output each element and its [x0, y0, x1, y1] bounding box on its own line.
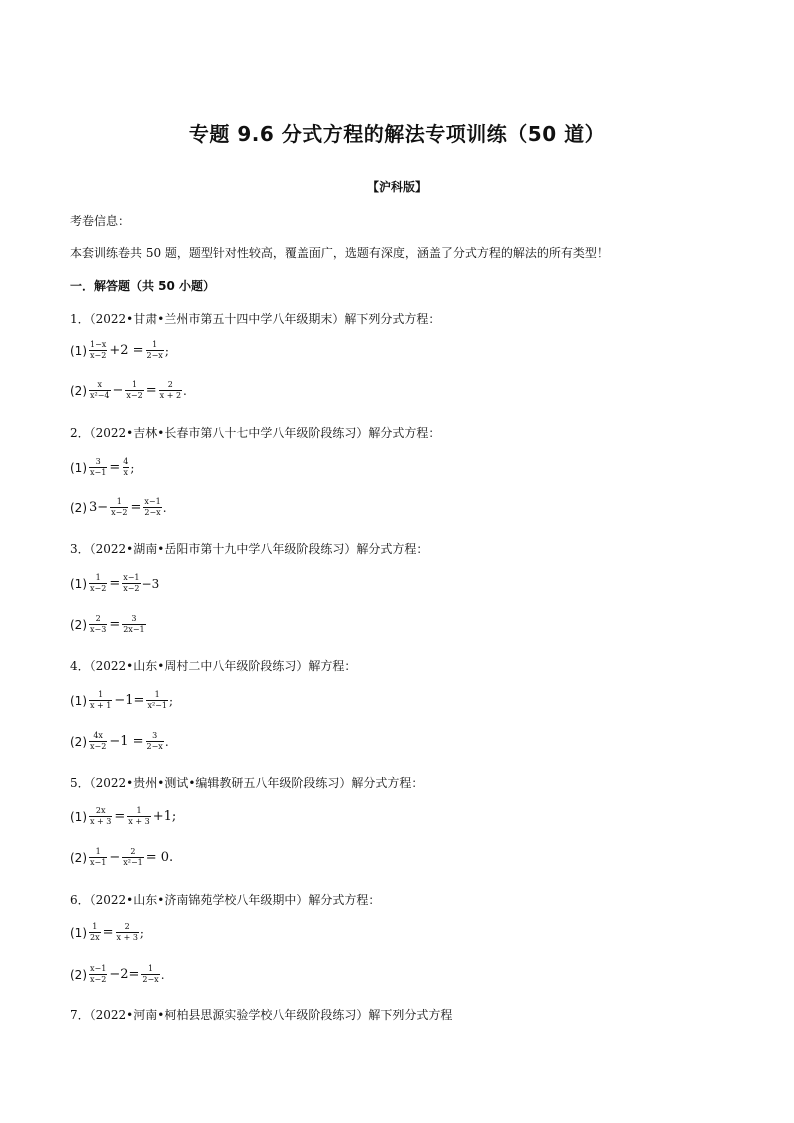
fraction: $\frac{x-1}{x-2}$ — [123, 573, 140, 593]
question-7-header: 7．（2022•河南•柯柏县思源实验学校八年级阶段练习）解下列分式方程 — [70, 1008, 453, 1022]
fraction: $\frac{x-1}{2-x}$ — [144, 497, 161, 517]
question-2-part-2: (2) 3− $\frac{1}{x-2}$ = $\frac{x-1}{2-x}$ . — [70, 497, 167, 517]
question-1-part-1: (1) 1−x x−2 +2 = $\frac{1}{2-x}$ ; — [70, 340, 169, 360]
fraction: $\frac{1}{x-2}$ — [90, 573, 107, 593]
fraction: $\frac{2}{x-3}$ — [90, 614, 107, 634]
question-3-part-1: (1) $\frac{1}{x-2}$ = $\frac{x-1}{x-2}$ −3 — [70, 573, 160, 593]
fraction: 1 x + 1 — [90, 690, 112, 710]
question-1-part-2: (2) x x²−4 − $\frac{1}{x-2}$ = $\frac{2}{x + 2}$ . — [70, 380, 187, 400]
exam-info-text: 本套训练卷共 50 题，题型针对性较高，覆盖面广，选题有深度，涵盖了分式方程的解法的所有类型！ — [70, 246, 609, 260]
question-3-header: 3．（2022•湖南•岳阳市第十九中学八年级阶段练习）解分式方程： — [70, 542, 429, 556]
fraction: 1−x x−2 — [90, 340, 107, 360]
question-5-part-1: (1) $\frac{2x}{x + 3}$ = $\frac{1}{x + 3}$ +1; — [70, 806, 177, 826]
fraction: $\frac{2}{x + 2}$ — [159, 380, 182, 400]
edition-label: 【沪科版】 — [366, 180, 427, 194]
fraction: x x²−4 — [90, 380, 110, 400]
question-4-header: 4．（2022•山东•周村二中八年级阶段练习）解方程： — [70, 659, 357, 673]
question-5-part-2: (2) 1 x−1 − $\frac{2}{\text{x²−1}}$ = 0. — [70, 847, 174, 867]
section-heading: 一．解答题（共 50 小题） — [70, 279, 216, 293]
question-1-header: 1．（2022•甘肃•兰州市第五十四中学八年级期末）解下列分式方程： — [70, 312, 441, 326]
fraction: $\frac{1}{2-x}$ — [146, 340, 163, 360]
question-6-part-2: (2) x−1 x−2 −2= $\frac{1}{2-x}$ . — [70, 964, 165, 984]
fraction: $\frac{2}{\text{x²−1}}$ — [123, 847, 143, 867]
fraction: $\frac{1}{2x}$ — [90, 922, 100, 942]
fraction: $\frac{1}{x + 3}$ — [128, 806, 150, 826]
fraction: $\frac{2}{x + 3}$ — [116, 922, 138, 942]
question-2-header: 2．（2022•吉林•长春市第八十七中学八年级阶段练习）解分式方程： — [70, 426, 441, 440]
exam-info-label: 考卷信息： — [70, 214, 131, 228]
fraction: x−1 x−2 — [90, 964, 107, 984]
fraction: $\frac{3}{x-1}$ — [90, 457, 107, 477]
question-3-part-2: (2) $\frac{2}{x-3}$ = $\frac{3}{2x-1}$ — [70, 614, 145, 634]
fraction: $\frac{1}{2-x}$ — [142, 964, 159, 984]
question-6-header: 6．（2022•山东•济南锦苑学校八年级期中）解分式方程： — [70, 893, 381, 907]
fraction: 4x x−2 — [90, 731, 107, 751]
question-4-part-1: (1) 1 x + 1 −1= $\frac{1}{\text{x²−1}}$ ; — [70, 690, 174, 710]
fraction: $\frac{2x}{x + 3}$ — [90, 806, 112, 826]
fraction: 1 x−1 — [90, 847, 107, 867]
fraction: $\frac{1}{x-2}$ — [126, 380, 143, 400]
fraction: $\frac{1}{\text{x²−1}}$ — [147, 690, 167, 710]
fraction: $\frac{4}{x}$ — [123, 457, 129, 477]
fraction: $\frac{3}{2-x}$ — [146, 731, 163, 751]
question-2-part-1: (1) $\frac{3}{x-1}$ = $\frac{4}{x}$ ; — [70, 457, 135, 477]
fraction: $\frac{1}{x-2}$ — [111, 497, 128, 517]
question-5-header: 5．（2022•贵州•测试•编辑教研五八年级阶段练习）解分式方程： — [70, 776, 424, 790]
fraction: $\frac{3}{2x-1}$ — [123, 614, 145, 634]
question-6-part-1: (1) $\frac{1}{2x}$ = $\frac{2}{x + 3}$ ; — [70, 922, 144, 942]
page-title: 专题 9.6 分式方程的解法专项训练（50 道） — [188, 122, 606, 146]
question-4-part-2: (2) 4x x−2 −1 = $\frac{3}{2-x}$ . — [70, 731, 169, 751]
